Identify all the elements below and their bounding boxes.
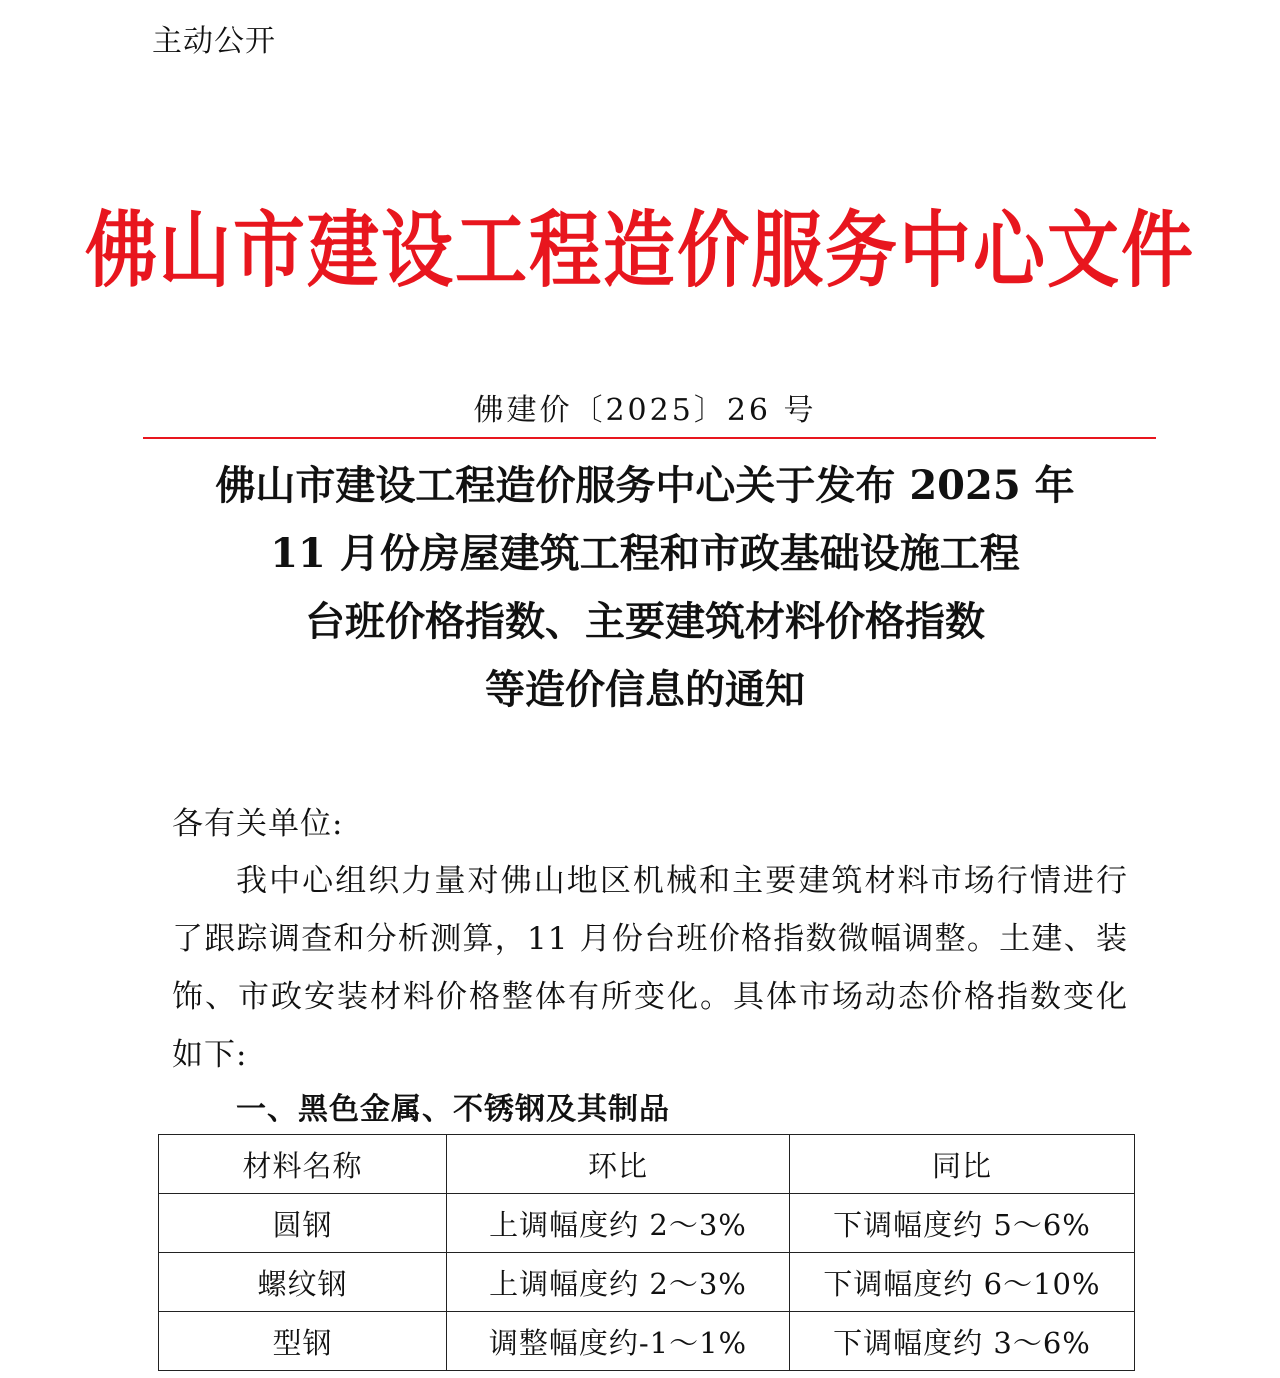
cell-yoy: 下调幅度约 5～6%: [790, 1194, 1135, 1253]
title-line-3: 台班价格指数、主要建筑材料价格指数: [305, 598, 985, 645]
cell-material: 型钢: [159, 1312, 447, 1371]
cell-yoy: 下调幅度约 3～6%: [790, 1312, 1135, 1371]
issuer-header: 佛山市建设工程造价服务中心文件: [84, 200, 1195, 299]
title-line-1: 佛山市建设工程造价服务中心关于发布 2025 年: [215, 462, 1075, 509]
cell-yoy: 下调幅度约 6～10%: [790, 1253, 1135, 1312]
document-title: [0, 452, 1280, 724]
salutation: 各有关单位:: [172, 806, 344, 842]
header-year-over-year: 同比: [790, 1135, 1135, 1194]
table-header-row: [159, 1135, 1135, 1194]
table-row: [159, 1194, 1135, 1253]
cell-material: 圆钢: [159, 1194, 447, 1253]
cell-mom: 上调幅度约 2～3%: [447, 1194, 790, 1253]
document-number: 佛建价〔2025〕26 号: [473, 393, 817, 428]
disclosure-label: 主动公开: [152, 24, 276, 59]
header-month-over-month: 环比: [447, 1135, 790, 1194]
section-heading: 一、黑色金属、不锈钢及其制品: [236, 1092, 670, 1127]
title-line-2: 11 月份房屋建筑工程和市政基础设施工程: [270, 530, 1020, 577]
body-paragraph: 我中心组织力量对佛山地区机械和主要建筑材料市场行情进行了跟踪调查和分析测算，11 月份台班价格指数微幅调整。土建、装饰、市政安装材料价格整体有所变化。具体市场动态价格指数变化如下:: [172, 863, 1128, 1073]
cell-mom: 调整幅度约-1～1%: [447, 1312, 790, 1371]
cell-material: 螺纹钢: [159, 1253, 447, 1312]
materials-price-table: [158, 1134, 1135, 1371]
cell-mom: 上调幅度约 2～3%: [447, 1253, 790, 1312]
table-row: [159, 1253, 1135, 1312]
header-material-name: 材料名称: [159, 1135, 447, 1194]
table-row: [159, 1312, 1135, 1371]
title-line-4: 等造价信息的通知: [485, 666, 805, 713]
red-divider: [143, 437, 1156, 439]
